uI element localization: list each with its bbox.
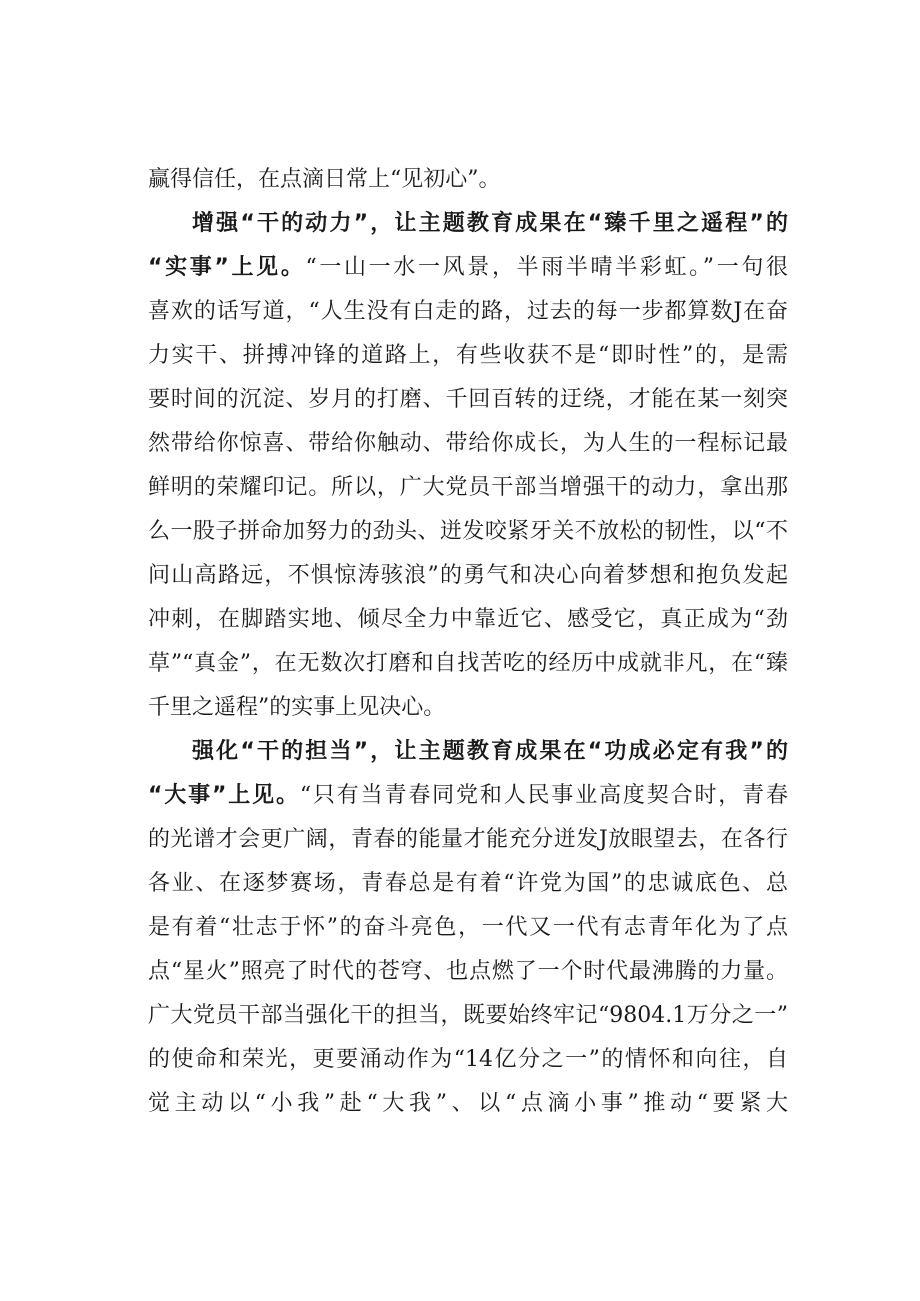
paragraph-3	[148, 730, 788, 1126]
paragraph-3-line-2	[148, 774, 788, 818]
text-line: 冲刺，在脚踏实地、倾尽全力中靠近它、感受它，真正成为“劲	[148, 607, 788, 632]
text-line: 喜欢的话写道，“人生没有白走的路，过去的每一步都算数J在奋	[148, 299, 788, 324]
paragraph-3-heading-line-2: “大事”上见。	[148, 783, 300, 808]
text-line: 问山高路远，不惧惊涛骇浪”的勇气和决心向着梦想和抱负发起	[148, 563, 788, 588]
text-line: 的光谱才会更广阔，青春的能量才能充分迸发J放眼望去，在各行	[148, 827, 788, 852]
document-page	[148, 158, 788, 1126]
text-line: 草”“真金”，在无数次打磨和自找苦吃的经历中成就非凡，在“臻	[148, 651, 788, 676]
text-line: 么一股子拼命加努力的劲头、迸发咬紧牙关不放松的韧性，以“不	[148, 519, 788, 544]
text-line: 广大党员干部当强化干的担当，既要始终牢记“9804.1万分之一”	[148, 1003, 788, 1028]
text-line: 是有着“壮志于怀”的奋斗亮色，一代又一代有志青年化为了点	[148, 915, 788, 940]
paragraph-2-heading-line-2: “实事”上见。	[148, 255, 306, 280]
paragraph-3-heading-line-1: 强化“干的担当”，让主题教育成果在“功成必定有我”的	[192, 739, 788, 764]
text-line: 鲜明的荣耀印记。所以，广大党员干部当增强干的动力，拿出那	[148, 475, 788, 500]
paragraph-3-line-2-rest: “只有当青春同党和人民事业高度契合时，青春	[299, 783, 788, 808]
text-line: 觉主动以“小我”赴“大我”、以“点滴小事”推动“要紧大	[148, 1091, 788, 1116]
paragraph-2-line-2	[148, 246, 788, 290]
text-line: 各业、在逐梦赛场，青春总是有着“许党为国”的忠诚底色、总	[148, 871, 788, 896]
paragraph-2	[148, 202, 788, 730]
paragraph-2-line-2-rest: “一山一水一风景，半雨半晴半彩虹。”一句很	[305, 255, 788, 280]
paragraph-1	[148, 158, 788, 202]
paragraph-2-heading-line-1: 增强“干的动力”，让主题教育成果在“臻千里之遥程”的	[192, 211, 788, 236]
text-line: 然带给你惊喜、带给你触动、带给你成长，为人生的一程标记最	[148, 431, 788, 456]
text-line: 千里之遥程”的实事上见决心。	[148, 695, 446, 720]
text-line: 力实干、拼搏冲锋的道路上，有些收获不是“即时性”的，是需	[148, 343, 788, 368]
text-line: 赢得信任，在点滴日常上“见初心”。	[148, 167, 501, 192]
text-line: 要时间的沉淀、岁月的打磨、千回百转的迂绕，才能在某一刻突	[148, 387, 788, 412]
text-line: 的使命和荣光，更要涌动作为“14亿分之一”的情怀和向往，自	[148, 1047, 788, 1072]
text-line: 点“星火”照亮了时代的苍穹、也点燃了一个时代最沸腾的力量。	[148, 959, 788, 984]
